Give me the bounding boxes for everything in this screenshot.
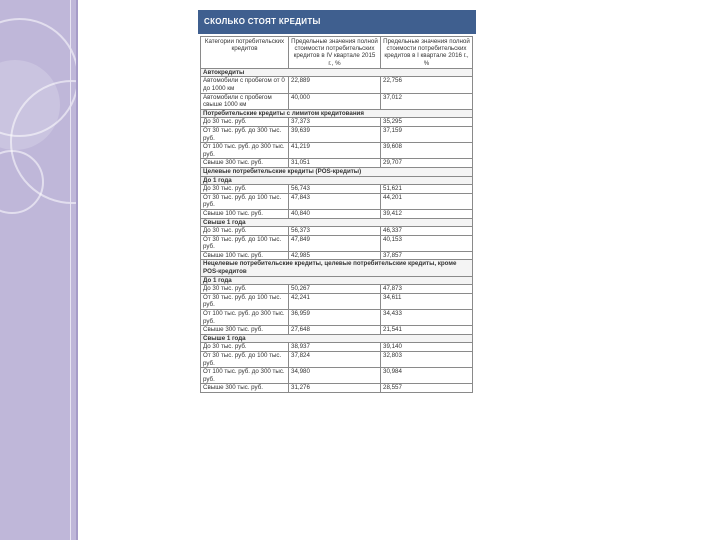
section-label: До 1 года — [201, 276, 473, 285]
row-label: Автомобили с пробегом от 0 до 1000 км — [201, 77, 289, 93]
decorative-sidebar — [0, 0, 78, 540]
row-label: От 100 тыс. руб. до 300 тыс. руб. — [201, 143, 289, 159]
row-label: Свыше 300 тыс. руб. — [201, 384, 289, 393]
column-header-category: Категории потребительских кредитов — [201, 37, 289, 69]
value-q1-2016: 40,153 — [381, 235, 473, 251]
table-row — [201, 193, 473, 209]
section-row — [201, 276, 473, 285]
table-header-title: СКОЛЬКО СТОЯТ КРЕДИТЫ — [198, 10, 476, 34]
value-q1-2016: 34,433 — [381, 310, 473, 326]
value-q1-2016: 51,621 — [381, 185, 473, 194]
row-label: До 30 тыс. руб. — [201, 185, 289, 194]
table-row — [201, 285, 473, 294]
value-q4-2015: 42,241 — [289, 293, 381, 309]
row-label: От 30 тыс. руб. до 100 тыс. руб. — [201, 235, 289, 251]
row-label: От 100 тыс. руб. до 300 тыс. руб. — [201, 368, 289, 384]
loan-cost-table — [200, 36, 473, 393]
table-row — [201, 251, 473, 260]
document-sheet — [198, 10, 476, 528]
value-q4-2015: 47,849 — [289, 235, 381, 251]
row-label: Свыше 100 тыс. руб. — [201, 251, 289, 260]
value-q4-2015: 50,267 — [289, 285, 381, 294]
value-q1-2016: 47,873 — [381, 285, 473, 294]
section-label: До 1 года — [201, 176, 473, 185]
row-label: Автомобили с пробегом свыше 1000 км — [201, 93, 289, 109]
table-row — [201, 384, 473, 393]
value-q4-2015: 41,219 — [289, 143, 381, 159]
value-q4-2015: 56,743 — [289, 185, 381, 194]
value-q1-2016: 32,803 — [381, 352, 473, 368]
row-label: От 30 тыс. руб. до 100 тыс. руб. — [201, 352, 289, 368]
table-row — [201, 227, 473, 236]
row-label: От 30 тыс. руб. до 100 тыс. руб. — [201, 193, 289, 209]
table-row — [201, 77, 473, 93]
section-row — [201, 68, 473, 77]
column-header-q4-2015: Предельные значения полной стоимости потребительских кредитов в IV квартале 2015 г., % — [289, 37, 381, 69]
row-label: Свыше 100 тыс. руб. — [201, 209, 289, 218]
value-q1-2016: 37,012 — [381, 93, 473, 109]
value-q4-2015: 36,959 — [289, 310, 381, 326]
section-label: Потребительские кредиты с лимитом кредитования — [201, 109, 473, 118]
table-row — [201, 352, 473, 368]
value-q4-2015: 34,980 — [289, 368, 381, 384]
table-row — [201, 159, 473, 168]
value-q1-2016: 39,608 — [381, 143, 473, 159]
section-row — [201, 218, 473, 227]
row-label: До 30 тыс. руб. — [201, 285, 289, 294]
section-label: Целевые потребительские кредиты (POS-кредиты) — [201, 167, 473, 176]
table-row — [201, 209, 473, 218]
table-row — [201, 126, 473, 142]
value-q4-2015: 27,648 — [289, 326, 381, 335]
value-q1-2016: 46,337 — [381, 227, 473, 236]
section-label: Свыше 1 года — [201, 218, 473, 227]
column-header-q1-2016: Предельные значения полной стоимости потребительских кредитов в I квартале 2016 г., % — [381, 37, 473, 69]
value-q1-2016: 39,412 — [381, 209, 473, 218]
table-row — [201, 185, 473, 194]
section-row — [201, 334, 473, 343]
value-q4-2015: 38,937 — [289, 343, 381, 352]
value-q4-2015: 37,824 — [289, 352, 381, 368]
table-row — [201, 293, 473, 309]
value-q4-2015: 42,985 — [289, 251, 381, 260]
row-label: До 30 тыс. руб. — [201, 343, 289, 352]
value-q4-2015: 22,889 — [289, 77, 381, 93]
value-q1-2016: 34,611 — [381, 293, 473, 309]
table-row — [201, 368, 473, 384]
value-q4-2015: 31,276 — [289, 384, 381, 393]
sidebar-line — [70, 0, 71, 540]
row-label: До 30 тыс. руб. — [201, 227, 289, 236]
section-label: Автокредиты — [201, 68, 473, 77]
table-row — [201, 143, 473, 159]
value-q1-2016: 37,159 — [381, 126, 473, 142]
table-row — [201, 235, 473, 251]
value-q4-2015: 37,373 — [289, 118, 381, 127]
row-label: До 30 тыс. руб. — [201, 118, 289, 127]
value-q1-2016: 37,857 — [381, 251, 473, 260]
section-label: Нецелевые потребительские кредиты, целевые потребительские кредиты, кроме POS-кредитов — [201, 260, 473, 276]
section-row — [201, 260, 473, 276]
section-row — [201, 109, 473, 118]
row-label: Свыше 300 тыс. руб. — [201, 326, 289, 335]
value-q1-2016: 29,707 — [381, 159, 473, 168]
table-row — [201, 118, 473, 127]
value-q4-2015: 31,051 — [289, 159, 381, 168]
value-q1-2016: 35,295 — [381, 118, 473, 127]
value-q1-2016: 21,541 — [381, 326, 473, 335]
table-row — [201, 310, 473, 326]
table-header-row — [201, 37, 473, 69]
section-row — [201, 167, 473, 176]
sidebar-edge — [76, 0, 78, 540]
table-row — [201, 343, 473, 352]
section-row — [201, 176, 473, 185]
value-q4-2015: 40,000 — [289, 93, 381, 109]
row-label: От 30 тыс. руб. до 300 тыс. руб. — [201, 126, 289, 142]
value-q4-2015: 39,639 — [289, 126, 381, 142]
value-q1-2016: 28,557 — [381, 384, 473, 393]
row-label: От 100 тыс. руб. до 300 тыс. руб. — [201, 310, 289, 326]
value-q1-2016: 44,201 — [381, 193, 473, 209]
table-row — [201, 326, 473, 335]
value-q1-2016: 39,140 — [381, 343, 473, 352]
value-q4-2015: 40,840 — [289, 209, 381, 218]
section-label: Свыше 1 года — [201, 334, 473, 343]
row-label: От 30 тыс. руб. до 100 тыс. руб. — [201, 293, 289, 309]
table-body — [201, 68, 473, 392]
row-label: Свыше 300 тыс. руб. — [201, 159, 289, 168]
value-q1-2016: 22,756 — [381, 77, 473, 93]
table-row — [201, 93, 473, 109]
value-q4-2015: 47,843 — [289, 193, 381, 209]
value-q4-2015: 56,373 — [289, 227, 381, 236]
value-q1-2016: 30,984 — [381, 368, 473, 384]
